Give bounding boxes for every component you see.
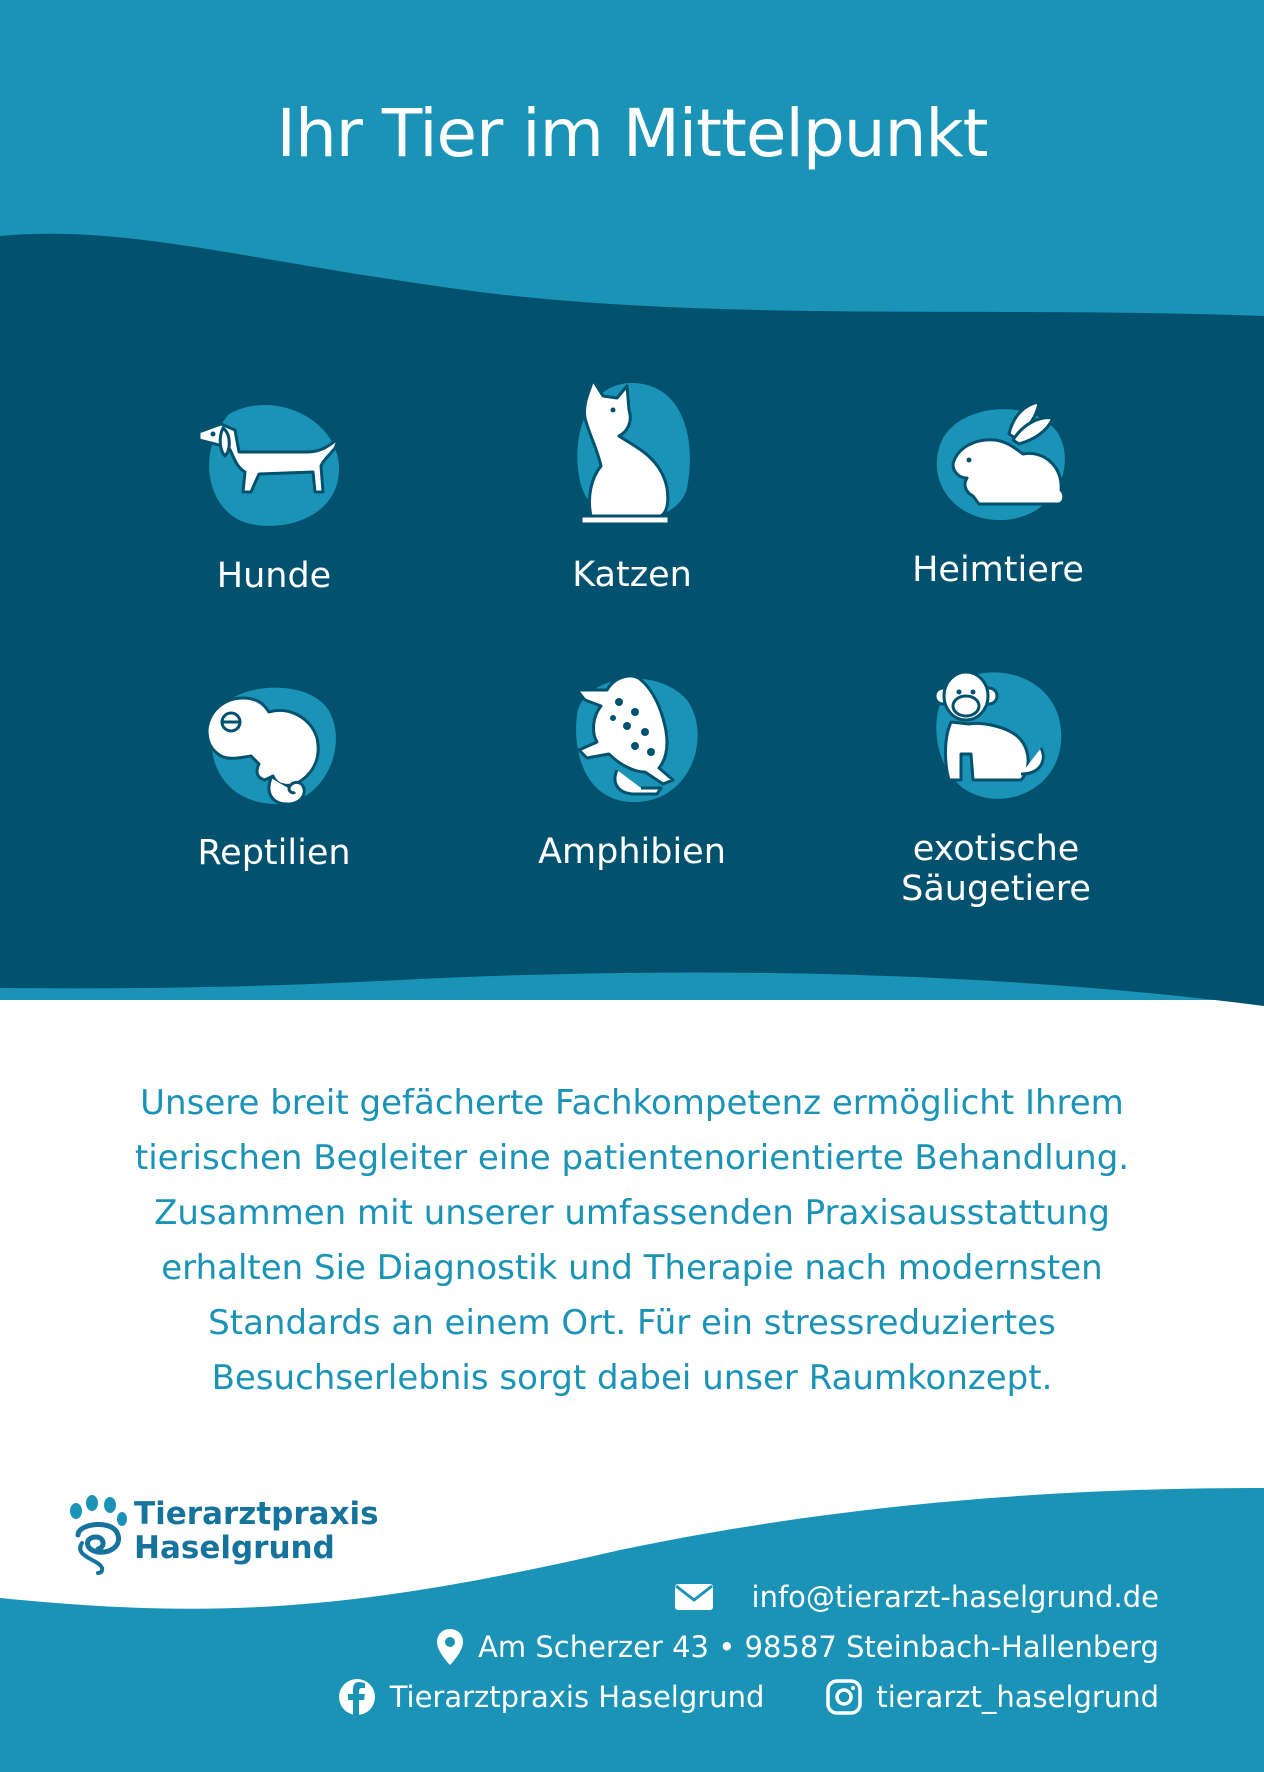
description-line: Besuchserlebnis sorgt dabei unser Raumkonzept. xyxy=(211,1358,1053,1398)
animal-label: Katzen xyxy=(572,555,692,595)
description-line: erhalten Sie Diagnostik und Therapie nach modernsten xyxy=(161,1248,1103,1288)
animal-item-exotische-saeugetiere xyxy=(846,662,1146,909)
cat-icon xyxy=(557,378,707,533)
location-pin-icon xyxy=(436,1628,464,1666)
animal-item-heimtiere xyxy=(848,398,1148,590)
description-line: Standards an einem Ort. Für ein stressreduziertes xyxy=(208,1303,1056,1343)
facebook-icon[interactable] xyxy=(338,1678,376,1716)
animal-label: Amphibien xyxy=(538,832,726,872)
animal-item-amphibien xyxy=(482,660,782,872)
email-text[interactable]: info@tierarzt-haselgrund.de xyxy=(751,1580,1159,1614)
monkey-icon xyxy=(921,662,1071,807)
animal-label: Heimtiere xyxy=(912,550,1084,590)
logo-text xyxy=(134,1497,379,1565)
mail-icon xyxy=(674,1582,714,1612)
instagram-text[interactable]: tierarzt_haselgrund xyxy=(876,1680,1159,1714)
chameleon-icon xyxy=(199,676,349,811)
paw-snake-logo-icon xyxy=(64,1495,128,1575)
facebook-text[interactable]: Tierarztpraxis Haselgrund xyxy=(389,1680,765,1714)
description-line: Zusammen mit unserer umfassenden Praxisausstattung xyxy=(154,1193,1110,1233)
dachshund-icon xyxy=(189,394,359,534)
description-line: Unsere breit gefächerte Fachkompetenz ermöglicht Ihrem xyxy=(140,1083,1124,1123)
description xyxy=(100,1076,1164,1406)
animal-label: Reptilien xyxy=(197,833,351,873)
page-title: Ihr Tier im Mittelpunkt xyxy=(276,95,988,172)
frog-icon xyxy=(557,660,707,810)
contact-email[interactable] xyxy=(674,1580,1159,1614)
logo-line: Tierarztpraxis xyxy=(134,1496,379,1532)
animal-label: Hunde xyxy=(216,556,332,596)
instagram-icon[interactable] xyxy=(826,1679,862,1715)
description-line: tierischen Begleiter eine patientenorientierte Behandlung. xyxy=(134,1138,1130,1178)
contact-address xyxy=(436,1628,1159,1666)
animal-item-katzen xyxy=(482,378,782,595)
rabbit-icon xyxy=(923,398,1073,528)
contact-social xyxy=(338,1678,1159,1716)
logo-line: Haselgrund xyxy=(134,1530,335,1566)
animal-item-hunde xyxy=(124,394,424,596)
animal-item-reptilien xyxy=(124,676,424,873)
animal-label: exotische Säugetiere xyxy=(901,829,1091,909)
address-text: Am Scherzer 43 • 98587 Steinbach-Hallenberg xyxy=(478,1630,1159,1664)
